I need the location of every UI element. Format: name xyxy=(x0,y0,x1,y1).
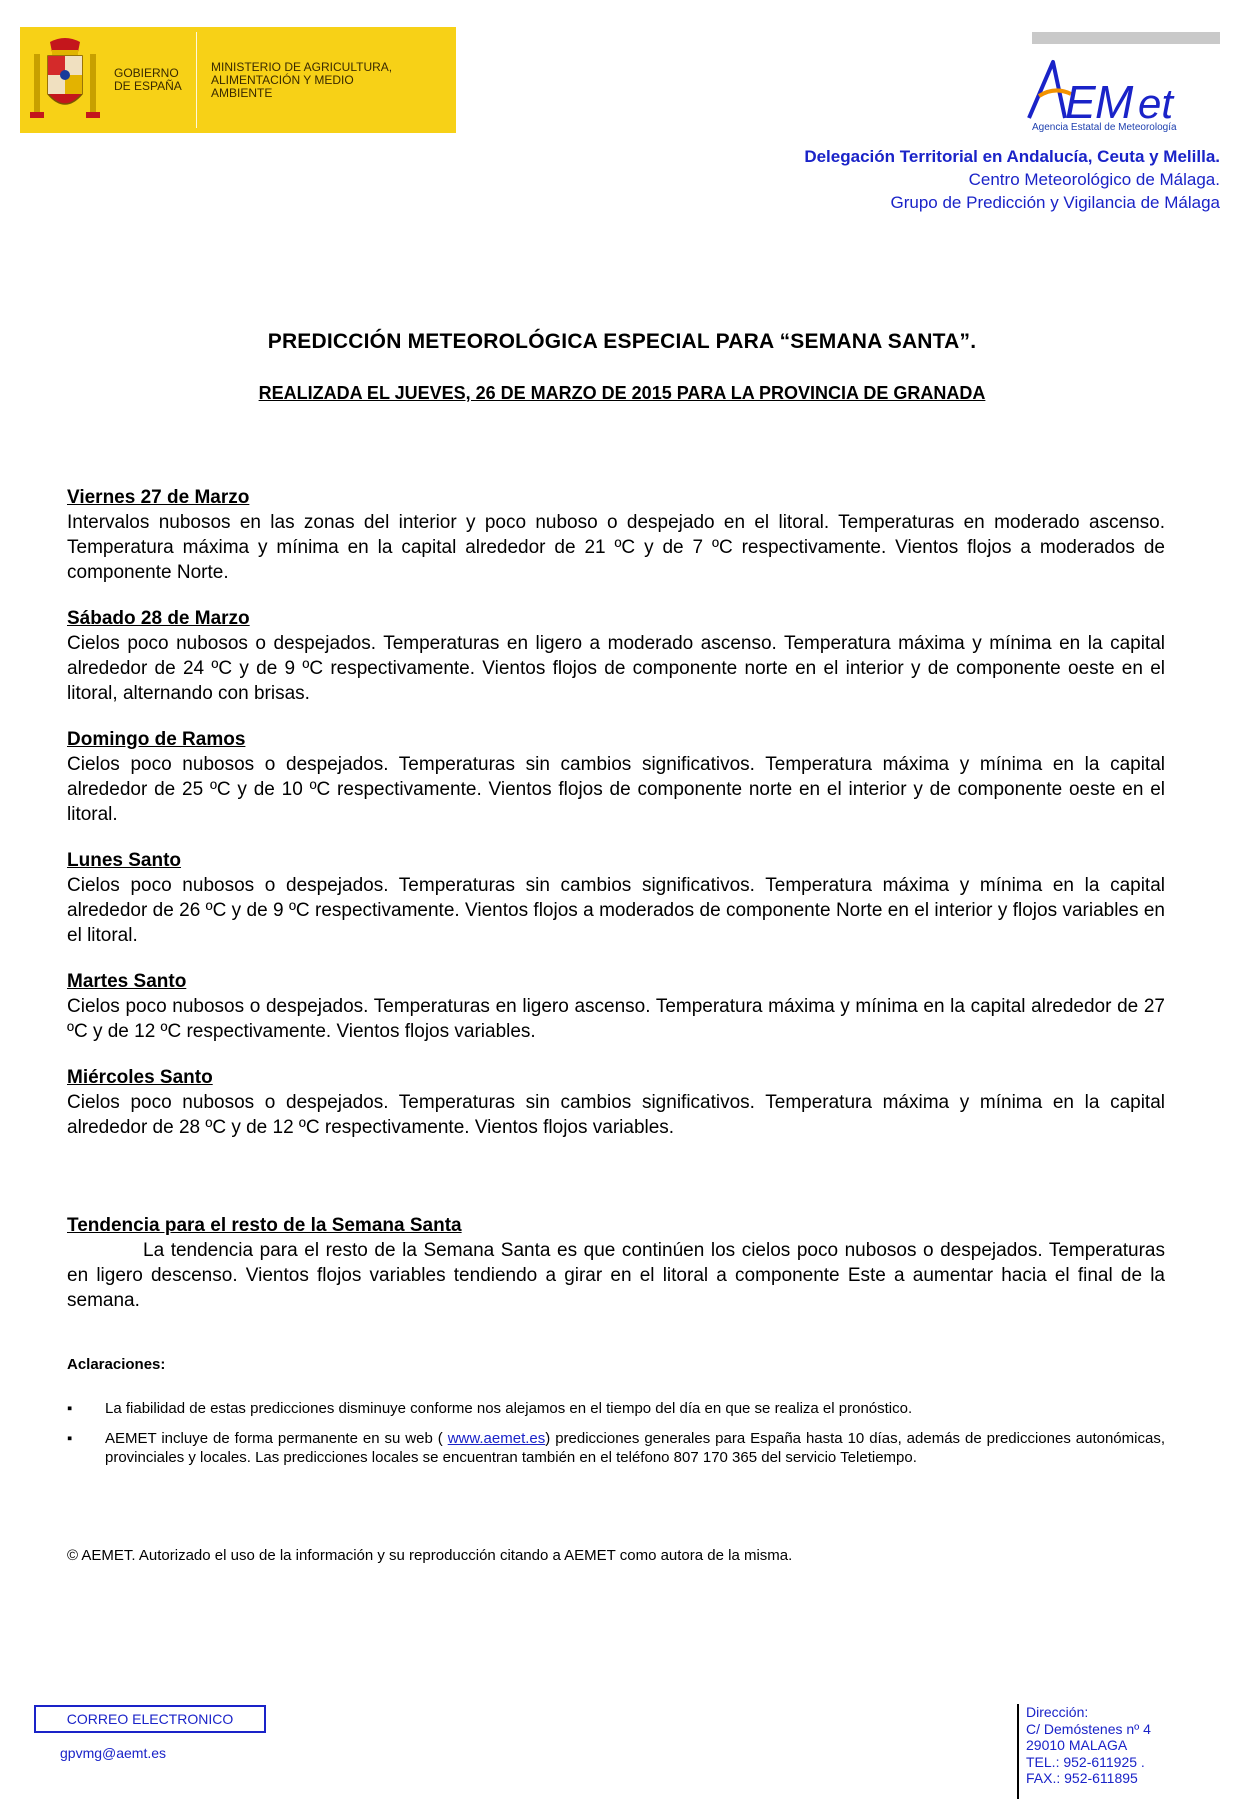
forecast-day xyxy=(67,1065,1165,1140)
forecast-day xyxy=(67,727,1165,827)
forecast-day xyxy=(67,606,1165,706)
daily-forecast xyxy=(67,485,1165,1161)
coat-of-arms-icon xyxy=(20,27,110,133)
meteorological-center: Centro Meteorológico de Málaga. xyxy=(968,170,1220,189)
day-text: Cielos poco nubosos o despejados. Temperaturas en ligero ascenso. Temperatura máxima y mínima en la capital alrededor de 27 ºC y de 12 ºC respectivamente. Vientos flojos variables. xyxy=(67,996,1165,1042)
forecast-day xyxy=(67,848,1165,948)
aemet-website-link[interactable]: www.aemet.es xyxy=(447,1430,546,1447)
email-address[interactable]: gpvmg@aemt.es xyxy=(60,1745,167,1761)
trend-section xyxy=(67,1213,1165,1313)
note-text-after: ) predicciones generales para España hasta 10 días, además de predicciones autonómicas, provinciales y locales. Las predicciones locales se encuentran también en el teléfono 807 170 365 del servicio Teletiempo. xyxy=(105,1430,1165,1466)
trend-title: Tendencia para el resto de la Semana Santa xyxy=(67,1215,462,1236)
copyright-notice: © AEMET. Autorizado el uso de la información y su reproducción citando a AEMET como autora de la misma. xyxy=(67,1547,793,1564)
svg-text:E: E xyxy=(1065,76,1096,126)
government-name: GOBIERNO DE ESPAÑA xyxy=(114,66,182,93)
government-banner xyxy=(20,27,456,133)
day-title: Sábado 28 de Marzo xyxy=(67,608,250,629)
bullet-icon: ▪ xyxy=(67,1400,73,1417)
delegation-name: Delegación Territorial en Andalucía, Ceuta y Melilla. xyxy=(804,147,1220,166)
day-title: Miércoles Santo xyxy=(67,1067,213,1088)
note-text-before: AEMET incluye de forma permanente en su web ( xyxy=(105,1430,448,1447)
bullet-icon: ▪ xyxy=(67,1430,73,1447)
day-text: Cielos poco nubosos o despejados. Temperaturas sin cambios significativos. Temperatura máxima y mínima en la capital alrededor de 25 ºC y de 10 ºC respectivamente. Vientos flojos de componente norte en el interior y de componente oeste en el litoral. xyxy=(67,754,1165,825)
day-text: Cielos poco nubosos o despejados. Temperaturas sin cambios significativos. Temperatura máxima y mínima en la capital alrededor de 28 ºC y de 12 ºC respectivamente. Vientos flojos variables. xyxy=(67,1092,1165,1138)
address-label: Dirección: xyxy=(1026,1704,1089,1720)
day-title: Lunes Santo xyxy=(67,850,182,871)
list-item xyxy=(67,1399,1165,1418)
aemet-top-bar xyxy=(1032,32,1220,44)
day-text: Cielos poco nubosos o despejados. Temperaturas sin cambios significativos. Temperatura máxima y mínima en la capital alrededor de 26 ºC y de 9 ºC respectivamente. Vientos flojos a moderados de componente Norte en el interior y flojos variables en el litoral. xyxy=(67,875,1165,946)
day-title: Viernes 27 de Marzo xyxy=(67,487,250,508)
address-street: C/ Demóstenes nº 4 xyxy=(1026,1720,1151,1737)
address-block xyxy=(1017,1704,1151,1799)
day-text: Intervalos nubosos en las zonas del interior y poco nuboso o despejado en el litoral. Temperaturas en moderado ascenso. Temperatura máxima y mínima en la capital alrededor de 21 ºC y de 7 ºC respectivamente. Vientos flojos a moderados de componente Norte. xyxy=(67,512,1165,583)
trend-text: La tendencia para el resto de la Semana Santa es que continúen los cielos poco nubosos o despejados. Temperaturas en ligero descenso. Vientos flojos variables tendiendo a girar en el litoral a componente Este a aumentar hacia el final de la semana. xyxy=(67,1240,1165,1311)
delegation-block xyxy=(804,145,1220,214)
note-text: La fiabilidad de estas predicciones disminuye conforme nos alejamos en el tiempo del día en que se realiza el pronóstico. xyxy=(105,1400,913,1417)
document-title: PREDICCIÓN METEOROLÓGICA ESPECIAL PARA “SEMANA SANTA”. xyxy=(267,330,977,353)
forecast-day xyxy=(67,969,1165,1044)
day-title: Martes Santo xyxy=(67,971,187,992)
document-subtitle: REALIZADA EL JUEVES, 26 DE MARZO DE 2015 PARA LA PROVINCIA DE GRANADA xyxy=(258,383,986,403)
ministry-name: MINISTERIO DE AGRICULTURA, ALIMENTACIÓN Y MEDIO AMBIENTE xyxy=(211,59,393,100)
phone-number: TEL.: 952-611925 . xyxy=(1026,1753,1145,1770)
clarifications-title: Aclaraciones: xyxy=(67,1356,166,1373)
banner-divider xyxy=(196,32,197,128)
clarifications xyxy=(67,1356,1165,1478)
svg-text:et: et xyxy=(1138,80,1174,126)
day-text: Cielos poco nubosos o despejados. Temperaturas en ligero a moderado ascenso. Temperatura máxima y mínima en la capital alrededor de 24 ºC y de 9 ºC respectivamente. Vientos flojos de componente norte en el interior y de componente oeste en el litoral, alternando con brisas. xyxy=(67,633,1165,704)
prediction-group: Grupo de Predicción y Vigilancia de Málaga xyxy=(890,193,1220,212)
fax-number: FAX.: 952-611895 xyxy=(1026,1770,1138,1786)
aemet-logo-caption: Agencia Estatal de Meteorología xyxy=(1032,122,1177,133)
svg-text:M: M xyxy=(1095,76,1134,126)
list-item xyxy=(67,1429,1165,1467)
day-title: Domingo de Ramos xyxy=(67,729,246,750)
email-label-box: CORREO ELECTRONICO xyxy=(34,1705,266,1733)
address-city: 29010 MALAGA xyxy=(1026,1737,1128,1753)
forecast-day xyxy=(67,485,1165,585)
